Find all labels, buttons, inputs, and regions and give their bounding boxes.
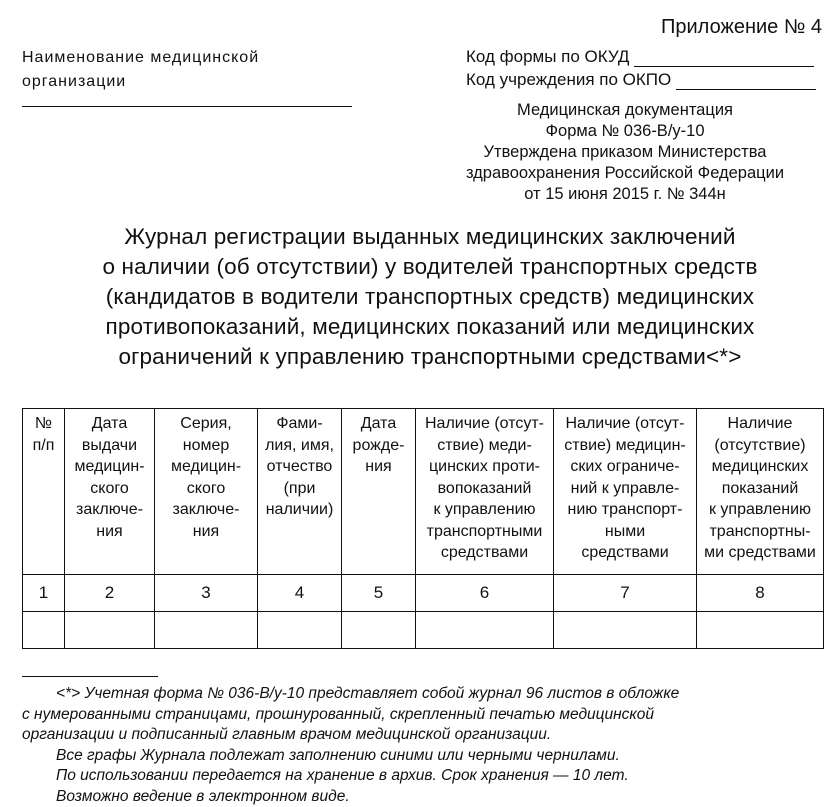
column-header-series-number: Серия, номер медицин- ского заключе- ния	[155, 409, 258, 575]
empty-cell	[697, 612, 824, 649]
organization-name-blank-line	[22, 106, 352, 107]
column-header-issue-date: Дата выдачи медицин- ского заключе- ния	[65, 409, 155, 575]
okud-code-label: Код формы по ОКУД	[466, 47, 629, 66]
organization-name-line-1: Наименование медицинской	[22, 46, 259, 70]
okpo-code-blank	[676, 73, 816, 90]
okud-code-blank	[634, 50, 814, 67]
organization-name-label	[22, 46, 259, 94]
column-number: 8	[697, 575, 824, 612]
column-numbers-row	[23, 575, 824, 612]
column-number: 2	[65, 575, 155, 612]
approval-block	[440, 100, 810, 205]
column-header-full-name: Фами- лия, имя, отчество (при наличии)	[258, 409, 342, 575]
table-header-row	[23, 409, 824, 575]
approval-line: здравоохранения Российской Федерации	[440, 163, 810, 184]
column-number: 3	[155, 575, 258, 612]
column-header-restrictions: Наличие (отсут- ствие) медицин- ских ограниче- ний к управле- нию транспорт- ными средствами	[554, 409, 697, 575]
approval-line: от 15 июня 2015 г. № 344н	[440, 184, 810, 205]
column-header-number: № п/п	[23, 409, 65, 575]
column-header-indications: Наличие (отсутствие) медицинских показаний к управлению транспортны- ми средствами	[697, 409, 824, 575]
column-number: 4	[258, 575, 342, 612]
empty-cell	[416, 612, 554, 649]
empty-entry-row	[23, 612, 824, 649]
title-line: (кандидатов в водители транспортных средств) медицинских	[0, 282, 836, 312]
footnote-line: Возможно ведение в электронном виде.	[22, 787, 832, 807]
approval-line: Форма № 036-В/у-10	[440, 121, 810, 142]
approval-line: Медицинская документация	[440, 100, 810, 121]
footnote-separator	[22, 676, 158, 677]
empty-cell	[554, 612, 697, 649]
title-line: Журнал регистрации выданных медицинских заключений	[0, 222, 836, 252]
column-number: 1	[23, 575, 65, 612]
title-line: о наличии (об отсутствии) у водителей транспортных средств	[0, 252, 836, 282]
appendix-number: Приложение № 4	[661, 16, 822, 39]
column-header-contraindications: Наличие (отсут- ствие) меди- цинских проти- вопоказаний к управлению транспортными средствами	[416, 409, 554, 575]
footnote-line: По использовании передается на хранение в архив. Срок хранения — 10 лет.	[22, 766, 832, 787]
footnotes	[22, 684, 832, 807]
empty-cell	[23, 612, 65, 649]
footnote-line: <*> Учетная форма № 036-В/у-10 представляет собой журнал 96 листов в обложке	[22, 684, 832, 705]
okud-code-field	[466, 47, 814, 67]
journal-title	[0, 222, 836, 372]
title-line: ограничений к управлению транспортными средствами<*>	[0, 342, 836, 372]
column-number: 5	[342, 575, 416, 612]
footnote-line: с нумерованными страницами, прошнурованный, скрепленный печатью медицинской	[22, 705, 832, 726]
approval-line: Утверждена приказом Министерства	[440, 142, 810, 163]
footnote-line: организации и подписанный главным врачом медицинской организации.	[22, 725, 832, 746]
okpo-code-field	[466, 70, 816, 90]
column-header-birth-date: Дата рожде- ния	[342, 409, 416, 575]
empty-cell	[155, 612, 258, 649]
empty-cell	[342, 612, 416, 649]
journal-table	[22, 408, 824, 649]
footnote-line: Все графы Журнала подлежат заполнению синими или черными чернилами.	[22, 746, 832, 767]
title-line: противопоказаний, медицинских показаний или медицинских	[0, 312, 836, 342]
empty-cell	[65, 612, 155, 649]
okpo-code-label: Код учреждения по ОКПО	[466, 70, 671, 89]
organization-name-line-2: организации	[22, 70, 259, 94]
empty-cell	[258, 612, 342, 649]
column-number: 7	[554, 575, 697, 612]
column-number: 6	[416, 575, 554, 612]
